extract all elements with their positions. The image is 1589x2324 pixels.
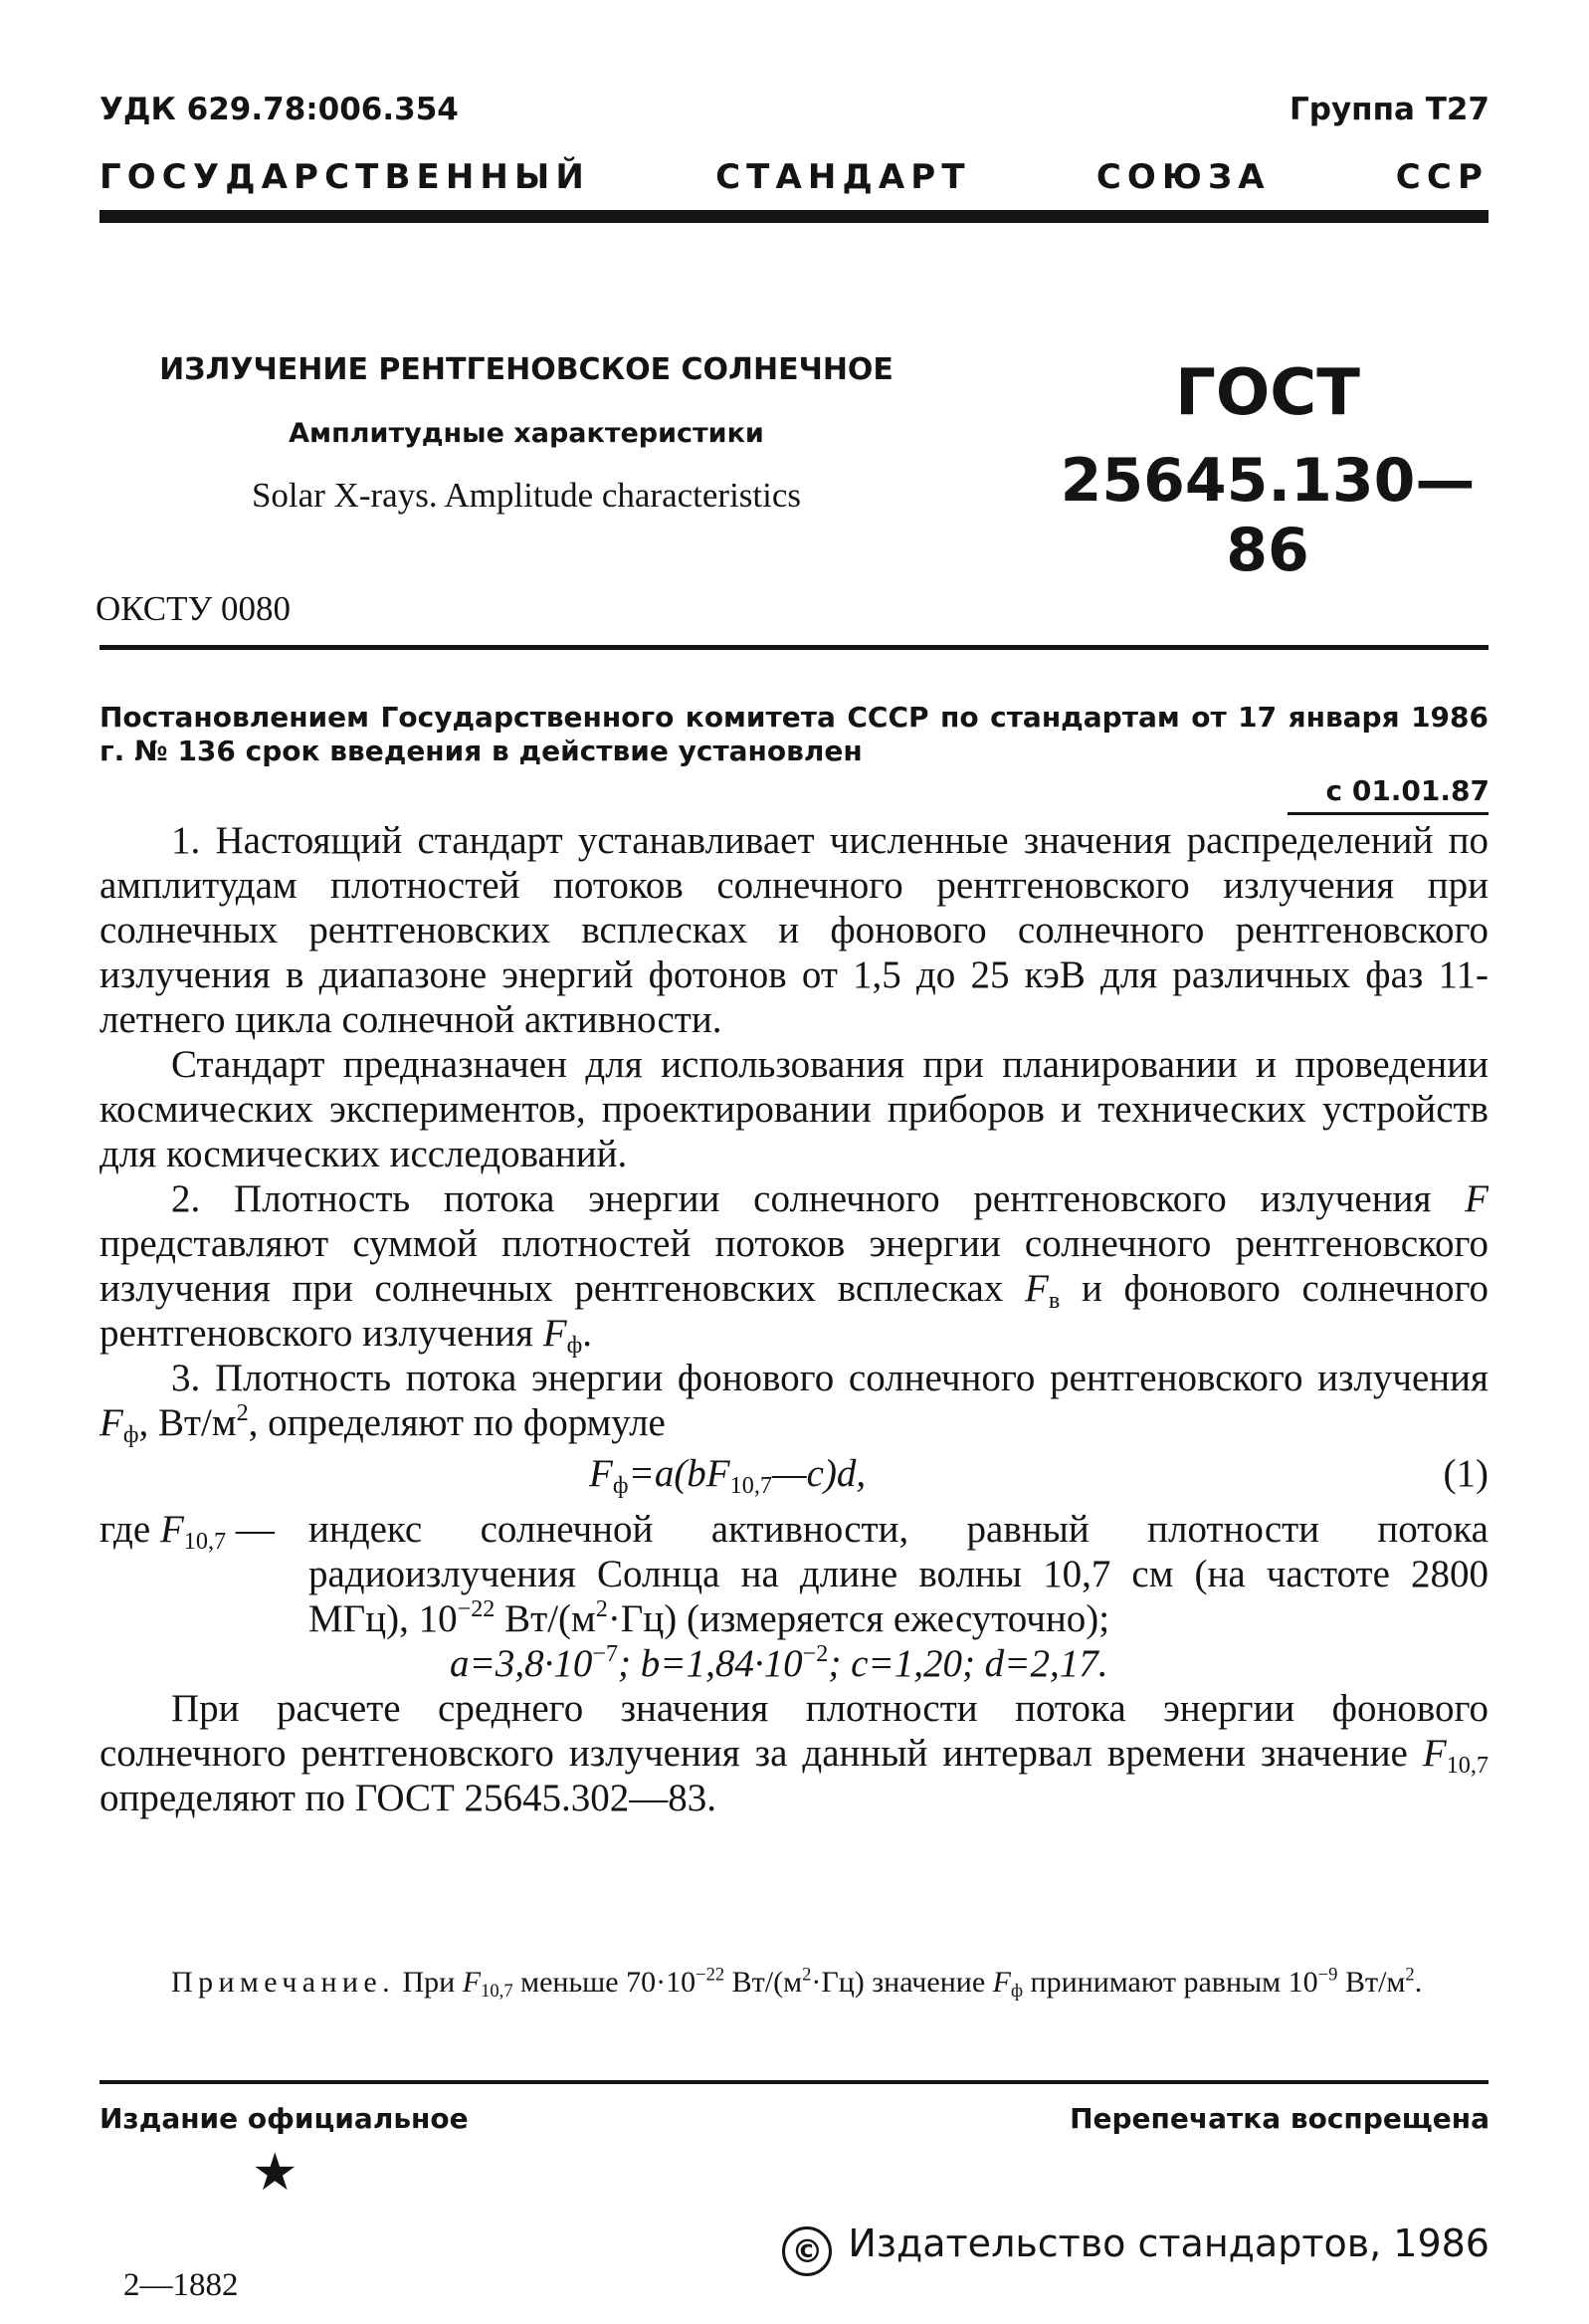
oksty-code: ОКСТУ 0080: [96, 589, 292, 628]
state-title-word: ССР: [1395, 157, 1489, 197]
document-body: [99, 818, 1489, 1820]
paragraph-2: Стандарт предназначен для использования при планировании и проведении космических экспериментов, проектировании приборов и технических устройств для космических исследований.: [99, 1043, 1489, 1175]
top-rule: [99, 210, 1489, 223]
paragraph-3: 2. Плотность потока энергии солнечного рентгеновского излучения F представляют суммой плотностей потоков энергии солнечного рентгеновского излучения при солнечных рентгеновских всплесках $F_в$ и фонового солнечного рентгеновского излучения $F_ф$.: [99, 1177, 1490, 1359]
formula-number: (1): [1443, 1452, 1489, 1495]
document-title-en: Solar X-rays. Amplitude characteristics: [251, 476, 802, 515]
group-code: Группа Т27: [1290, 92, 1490, 127]
star-icon: ★: [252, 2145, 298, 2202]
note: Примечание. При $F_{10,7}$ меньше $70\cdot 10^{-22}$ $Вт/(м^2\cdot Гц)$ значение $F_ф$ принимают равным $10^{-9}$ $Вт/м^2$.: [171, 1964, 1423, 2003]
formula-expression: $F_ф=a(bF_{10,7}—c)d$,: [589, 1452, 867, 1499]
publisher: [782, 2221, 1490, 2276]
paragraph-4: 3. Плотность потока энергии фонового солнечного рентгеновского излучения $F_ф$, $Вт/м^2$, определяют по формуле: [99, 1357, 1489, 1448]
print-code: 2—1882: [123, 2267, 239, 2303]
state-title-word: ГОСУДАРСТВЕННЫЙ: [99, 157, 590, 197]
state-standard-title: [99, 157, 1489, 197]
copyright-icon: ©: [782, 2226, 832, 2276]
document-subtitle-ru: Амплитудные характеристики: [289, 418, 764, 449]
decree-text: Постановлением Государственного комитета СССР по стандартам от 17 января 1986 г. № 136 срок введения в действие установлен: [99, 701, 1489, 767]
formula-coefficients: $a=3,8\cdot 10^{-7}$; $b=1,84\cdot 10^{-2}$; c=1,20; d=2,17.: [450, 1640, 1108, 1685]
paragraph-1: 1. Настоящий стандарт устанавливает численные значения распределений по амплитудам плотностей потоков солнечного рентгеновского излучения при солнечных рентгеновских всплесках и фонового солнечного рентгеновского излучения в диапазоне энергий фотонов от 1,5 до 25 кэВ для различных фаз 11-летнего цикла солнечной активности.: [99, 819, 1489, 1041]
document-title-ru: ИЗЛУЧЕНИЕ РЕНТГЕНОВСКОЕ СОЛНЕЧНОЕ: [159, 352, 894, 387]
publisher-name: Издательство стандартов, 1986: [848, 2221, 1490, 2265]
official-edition: Издание официальное: [99, 2102, 469, 2135]
state-title-word: СТАНДАРТ: [715, 157, 971, 197]
middle-rule: [99, 645, 1489, 650]
reprint-notice: Перепечатка воспрещена: [1070, 2102, 1490, 2135]
effective-date: с 01.01.87: [1325, 774, 1490, 807]
note-label: Примечание.: [171, 1966, 396, 1999]
bottom-rule: [99, 2080, 1489, 2084]
formula-definition: где $F_{10,7}$ — индекс солнечной активности, равный плотности потока радиоизлучения Солнца на длине волны 10,7 см (на частоте 2800 МГц), $10^{-22}$ $Вт/(м^2\cdot Гц)$ (измеряется ежесуточно);: [99, 1508, 1489, 1640]
formula-1: [99, 1445, 1489, 1507]
paragraph-5: При расчете среднего значения плотности потока энергии фонового солнечного рентгеновского излучения за данный интервал времени значение $F_{10,7}$ определяют по ГОСТ 25645.302—83.: [99, 1687, 1490, 1819]
udk-code: УДК 629.78:006.354: [99, 92, 459, 127]
effective-date-underline: [1288, 812, 1489, 815]
gost-label: ГОСТ: [1175, 356, 1360, 430]
gost-number: 25645.130—86: [1060, 446, 1476, 585]
state-title-word: СОЮЗА: [1095, 157, 1271, 197]
